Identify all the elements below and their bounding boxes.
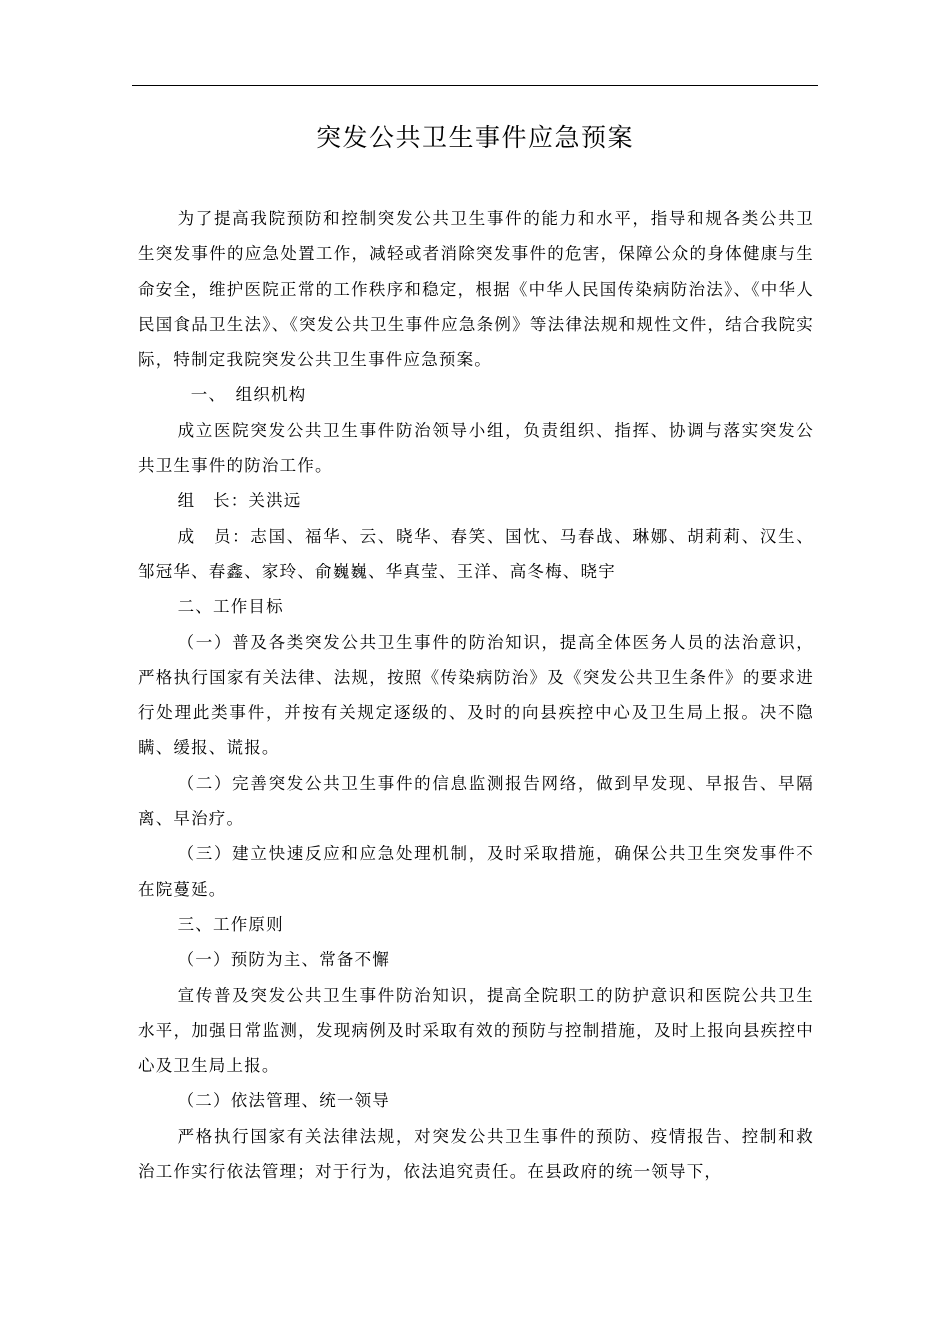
- section-heading-principles: 三、工作原则: [177, 914, 284, 934]
- principle-heading-1: （一）预防为主、常备不懈: [177, 950, 390, 970]
- section-heading-goals: 二、工作目标: [177, 597, 284, 617]
- group-members-line: 成 员：志国、福华、云、晓华、春笑、国忱、马春战、琳娜、胡莉莉、汉生、邹冠华、春鑫、家玲、俞巍巍、华真莹、王洋、高冬梅、晓宇: [138, 526, 814, 581]
- document-title: 突发公共卫生事件应急预案: [315, 123, 634, 152]
- document-body: [138, 201, 814, 1189]
- group-leader-line: 组 长：关洪远: [177, 491, 302, 511]
- goal-paragraph-3: （三）建立快速反应和应急处理机制，及时采取措施，确保公共卫生突发事件不在院蔓延。: [138, 844, 814, 899]
- header-rule: [132, 85, 818, 86]
- principle-heading-2: （二）依法管理、统一领导: [177, 1091, 390, 1111]
- intro-paragraph: 为了提高我院预防和控制突发公共卫生事件的能力和水平，指导和规各类公共卫生突发事件的应急处置工作，减轻或者消除突发事件的危害，保障公众的身体健康与生命安全，维护医院正常的工作秩序和稳定，根据《中华人民国传染病防治法》、《中华人民国食品卫生法》、《突发公共卫生事件应急条例》等法律法规和规性文件，结合我院实际，特制定我院突发公共卫生事件应急预案。: [138, 209, 814, 370]
- goal-paragraph-1: （一）普及各类突发公共卫生事件的防治知识，提高全体医务人员的法治意识，严格执行国家有关法律、法规，按照《传染病防治》及《突发公共卫生条件》的要求进行处理此类事件，并按有关规定逐级的、及时的向县疾控中心及卫生局上报。决不隐瞒、缓报、谎报。: [138, 632, 814, 758]
- principle-paragraph-2: 严格执行国家有关法律法规，对突发公共卫生事件的预防、疫情报告、控制和救治工作实行依法管理；对于行为，依法追究责任。在县政府的统一领导下，: [138, 1126, 814, 1182]
- section-heading-organization: 一、 组织机构: [190, 385, 307, 405]
- organization-paragraph: 成立医院突发公共卫生事件防治领导小组，负责组织、指挥、协调与落实突发公共卫生事件的防治工作。: [138, 420, 814, 476]
- goal-paragraph-2: （二）完善突发公共卫生事件的信息监测报告网络，做到早发现、早报告、早隔离、早治疗。: [138, 773, 814, 829]
- principle-paragraph-1: 宣传普及突发公共卫生事件防治知识，提高全院职工的防护意识和医院公共卫生水平，加强日常监测，发现病例及时采取有效的预防与控制措施，及时上报向县疾控中心及卫生局上报。: [138, 985, 814, 1076]
